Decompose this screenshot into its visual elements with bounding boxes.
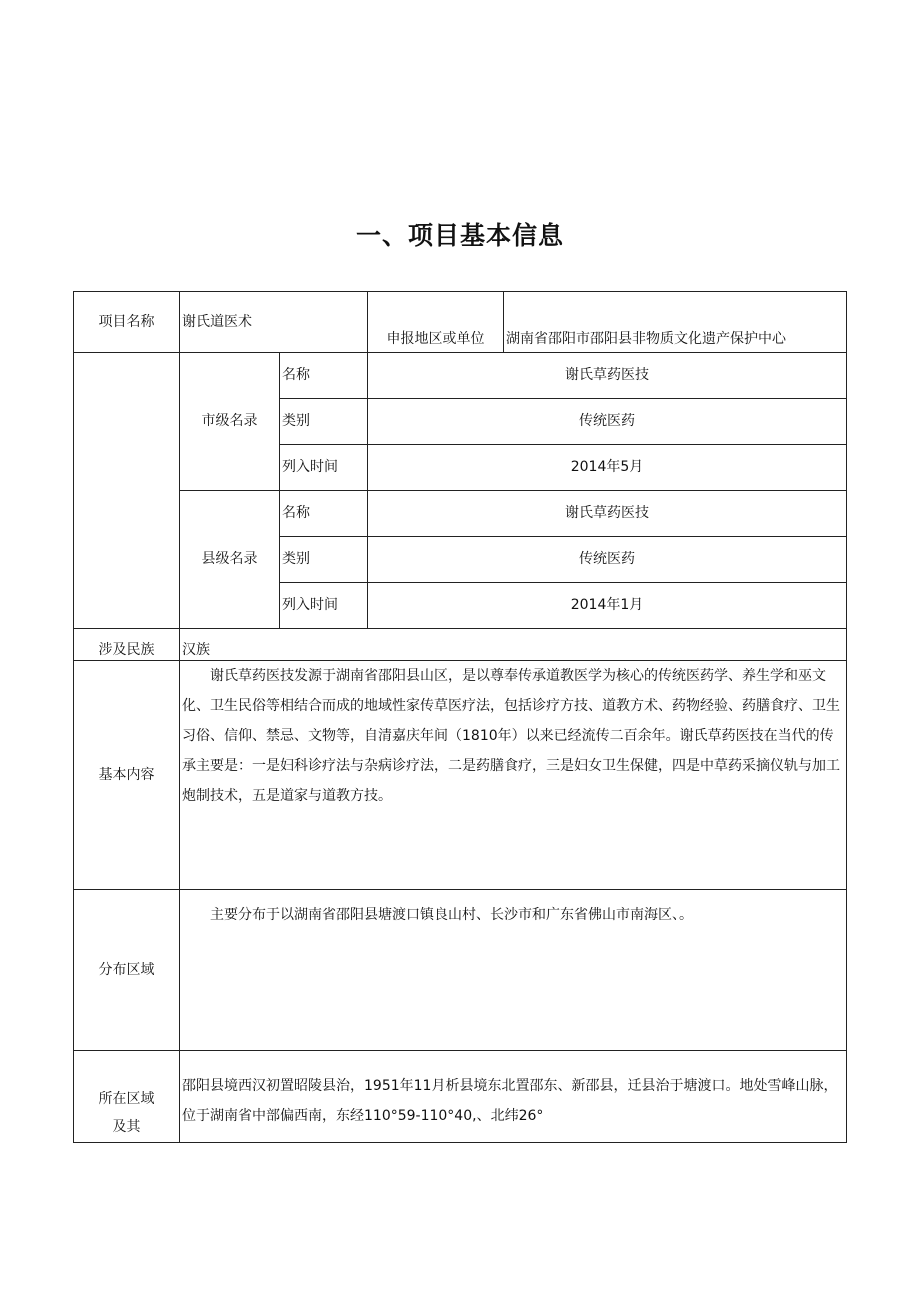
basic-content-row — [74, 661, 847, 890]
county-list-value: 谢氏草药医技 — [368, 491, 847, 537]
project-name-value: 谢氏道医术 — [180, 292, 368, 353]
county-list-key: 类别 — [280, 537, 368, 583]
project-info-table — [73, 291, 847, 1143]
city-list-key: 名称 — [280, 353, 368, 399]
county-list-value: 传统医药 — [368, 537, 847, 583]
county-list-label: 县级名录 — [180, 491, 280, 629]
project-name-label: 项目名称 — [74, 292, 180, 353]
basic-content-text: 谢氏草药医技发源于湖南省邵阳县山区，是以尊奉传承道教医学为核心的传统医药学、养生学和巫文化、卫生民俗等相结合而成的地域性家传草医疗法，包括诊疗方技、道教方术、药物经验、药膳食疗、卫生习俗、信仰、禁忌、文物等，自清嘉庆年间（1810年）以来已经流传二百余年。谢氏草药医技在当代的传承主要是：一是妇科诊疗法与杂病诊疗法，二是药膳食疗，三是妇女卫生保健，四是中草药采摘仪轨与加工炮制技术，五是道家与道教方技。 — [182, 668, 840, 804]
city-list-row-name — [74, 353, 847, 399]
list-group-blank-cell — [74, 353, 180, 629]
distribution-text-cell — [180, 890, 847, 1051]
county-list-value: 2014年1月 — [368, 583, 847, 629]
city-list-key: 列入时间 — [280, 445, 368, 491]
ethnic-value: 汉族 — [180, 629, 847, 661]
county-list-key: 名称 — [280, 491, 368, 537]
applicant-unit-label: 申报地区或单位 — [368, 292, 504, 353]
distribution-label: 分布区域 — [74, 890, 180, 1051]
basic-content-label: 基本内容 — [74, 661, 180, 890]
basic-content-text-cell — [180, 661, 847, 890]
location-row — [74, 1051, 847, 1143]
county-list-row-name — [74, 491, 847, 537]
city-list-value: 传统医药 — [368, 399, 847, 445]
applicant-unit-value: 湖南省邵阳市邵阳县非物质文化遗产保护中心 — [504, 292, 847, 353]
location-label-line1: 所在区域 — [98, 1091, 155, 1107]
city-list-label: 市级名录 — [180, 353, 280, 491]
city-list-value: 谢氏草药医技 — [368, 353, 847, 399]
location-label — [74, 1051, 180, 1143]
ethnic-label: 涉及民族 — [74, 629, 180, 661]
page-title: 一、项目基本信息 — [355, 221, 564, 250]
project-row — [74, 292, 847, 353]
county-list-key: 列入时间 — [280, 583, 368, 629]
location-label-line2: 及其 — [112, 1119, 141, 1135]
location-text: 邵阳县境西汉初置昭陵县治，1951年11月析县境东北置邵东、新邵县，迁县治于塘渡口。地处雪峰山脉，位于湖南省中部偏西南，东经110°59-110°40,、北纬26° — [180, 1051, 847, 1143]
distribution-row — [74, 890, 847, 1051]
ethnic-row — [74, 629, 847, 661]
city-list-value: 2014年5月 — [368, 445, 847, 491]
city-list-key: 类别 — [280, 399, 368, 445]
distribution-text: 主要分布于以湖南省邵阳县塘渡口镇良山村、长沙市和广东省佛山市南海区、。 — [210, 907, 693, 923]
